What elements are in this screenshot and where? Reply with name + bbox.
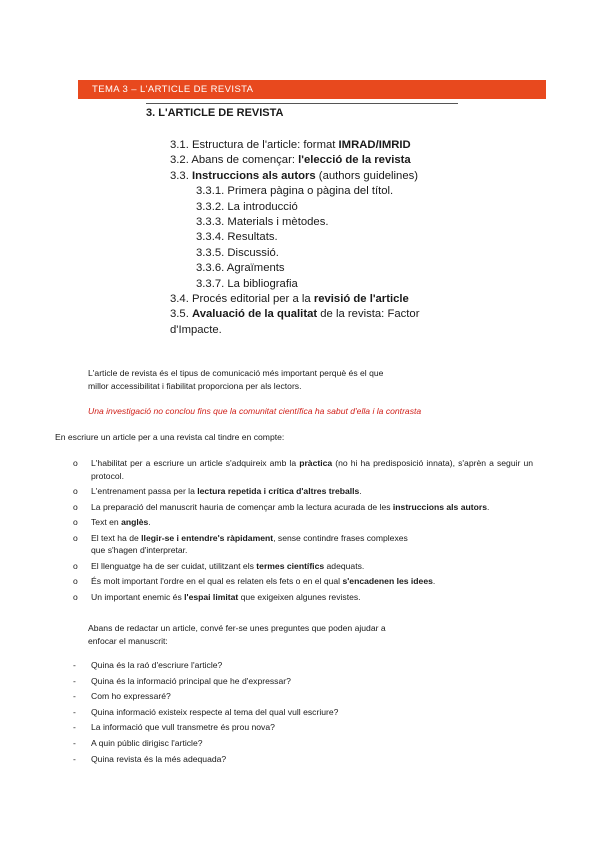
- question-item: - Quina revista és la més adequada?: [73, 753, 227, 764]
- questions-list: [73, 659, 338, 768]
- toc-item-3-4: 3.4. Procés editorial per a la revisió de l'article: [170, 293, 409, 306]
- toc-subitem-3-3-3: 3.3.3. Materials i mètodes.: [196, 216, 329, 229]
- dash-marker: -: [73, 675, 76, 686]
- dash-marker: -: [73, 753, 76, 764]
- bullet-item: o El llenguatge ha de ser cuidat, utilitzant els termes científics adequats.: [73, 560, 365, 571]
- title-divider: [146, 103, 458, 104]
- dash-marker: -: [73, 737, 76, 748]
- bullet-item: o És molt important l'ordre en el qual es relaten els fets o en el qual s'encadenen les idees.: [73, 576, 436, 587]
- dash-marker: -: [73, 660, 76, 670]
- toc-subitem-3-3-1: 3.3.1. Primera pàgina o pàgina del títol.: [196, 185, 394, 198]
- bullet-marker: o: [73, 576, 78, 587]
- question-item: - A quin públic dirigisc l'article?: [73, 737, 203, 748]
- bullet-item: o L'entrenament passa per la lectura repetida i crítica d'altres treballs.: [73, 486, 362, 497]
- intro-paragraph: [88, 367, 383, 392]
- intro-line-2: millor accessibilitat i fiabilitat proporciona per als lectors.: [88, 380, 302, 391]
- toc-subitem-3-3-7: 3.3.7. La bibliografia: [196, 277, 298, 290]
- dash-marker: -: [73, 691, 76, 702]
- bullet-item: o La preparació del manuscrit hauria de començar amb la lectura acurada de les instruccions als autors.: [73, 501, 490, 512]
- section-banner: [78, 80, 546, 99]
- bullet-marker: o: [73, 458, 78, 468]
- table-of-contents: [170, 138, 425, 338]
- bullet-marker: o: [73, 517, 78, 528]
- questions-intro-line-1: Abans de redactar un article, convé fer-se unes preguntes que poden ajudar a: [88, 623, 386, 633]
- dash-marker: -: [73, 722, 76, 733]
- highlight-quote: Una investigació no conclou fins que la comunitat científica ha sabut d'ella i la contrasta: [88, 406, 422, 416]
- dash-marker: -: [73, 706, 76, 717]
- toc-item-3-1: 3.1. Estructura de l'article: format IMRAD/IMRID: [170, 139, 411, 151]
- bullet-marker: o: [73, 591, 78, 602]
- question-item: - Quina és la informació principal que he d'expressar?: [73, 675, 291, 686]
- toc-subitem-3-3-6: 3.3.6. Agraïments: [196, 262, 285, 275]
- bullet-marker: o: [73, 501, 78, 512]
- advice-bullet-list: [73, 457, 533, 606]
- intro-line-1: L'article de revista és el tipus de comunicació més important perquè és el que: [88, 368, 384, 378]
- banner-text: TEMA 3 – L'ARTICLE DE REVISTA: [92, 84, 254, 95]
- bullet-marker: o: [73, 532, 78, 543]
- question-item: - Quina informació existeix respecte al tema del qual vull escriure?: [73, 706, 339, 717]
- toc-subitem-3-3-4: 3.3.4. Resultats.: [196, 231, 278, 244]
- bullet-marker: o: [73, 560, 78, 571]
- question-item: - Quina és la raó d'escriure l'article?: [73, 660, 223, 670]
- questions-intro-line-2: enfocar el manuscrit:: [88, 635, 168, 646]
- toc-subitem-3-3-2: 3.3.2. La introducció: [196, 200, 298, 213]
- questions-intro-paragraph: [88, 622, 386, 647]
- toc-item-3-2: 3.2. Abans de començar: l'elecció de la revista: [170, 154, 411, 167]
- bullet-item: o L'habilitat per a escriure un article s'adquireix amb la pràctica (no hi ha predisposició innata), s'aprèn a seguir un protocol.: [73, 458, 534, 481]
- toc-item-3-5: 3.5. Avaluació de la qualitat de la revista: Factor d'Impacte.: [170, 308, 420, 336]
- toc-subitem-3-3-5: 3.3.5. Discussió.: [196, 246, 279, 259]
- compte-paragraph: En escriure un article per a una revista cal tindre en compte:: [55, 432, 285, 442]
- question-item: - La informació que vull transmetre és prou nova?: [73, 722, 275, 733]
- page-title: 3. L'ARTICLE DE REVISTA: [146, 107, 284, 119]
- question-item: - Com ho expressaré?: [73, 691, 171, 702]
- toc-item-3-3: 3.3. Instruccions als autors (authors guidelines): [170, 169, 419, 182]
- bullet-item: o Un important enemic és l'espai limitat que exigeixen algunes revistes.: [73, 591, 361, 602]
- bullet-item: o El text ha de llegir-se i entendre's ràpidament, sense contindre frases complexes que s'hagen d'interpretar.: [73, 532, 408, 556]
- bullet-marker: o: [73, 486, 78, 497]
- bullet-item: o Text en anglès.: [73, 517, 151, 528]
